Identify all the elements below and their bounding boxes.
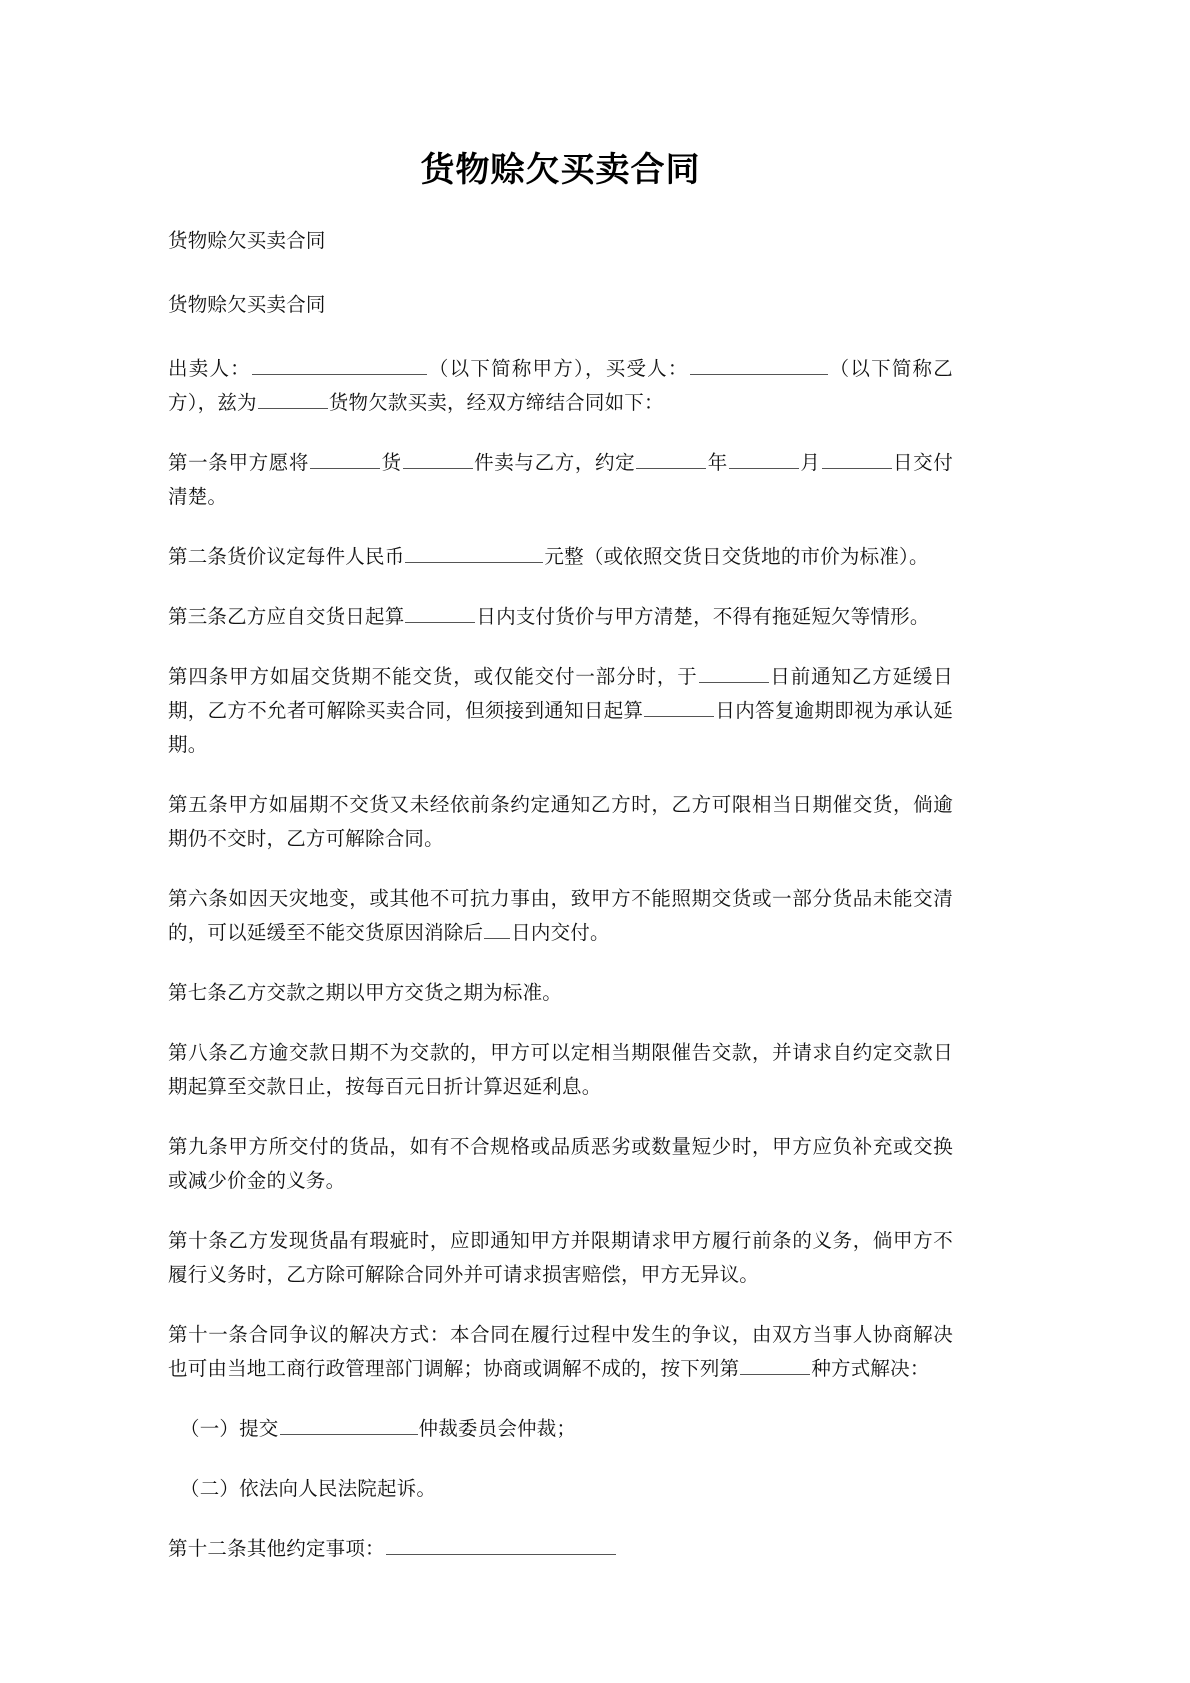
spacer [168, 1446, 953, 1472]
preamble-paragraph [168, 352, 953, 420]
article-10 [168, 1224, 953, 1292]
article-8-text: 乙方逾交款日期不为交款的，甲方可以定相当期限催告交款，并请求自约定交款日期起算至交款日止，按每百元日折计算迟延利息。 [168, 1040, 953, 1098]
article-12-text: 其他约定事项： [246, 1536, 385, 1560]
spacer [168, 950, 953, 976]
article-5-number: 第五条 [168, 792, 229, 816]
article-7-number: 第七条 [168, 980, 228, 1004]
article-7 [168, 976, 953, 1010]
spacer [168, 514, 953, 540]
article-6-number: 第六条 [168, 886, 229, 910]
arbitration-commission-blank[interactable] [280, 1414, 418, 1435]
seller-label: 出卖人： [168, 356, 251, 380]
buyer-paren: （以下简称乙方）， [168, 356, 953, 414]
article-1 [168, 446, 953, 514]
seller-name-blank[interactable] [252, 354, 427, 375]
article-1-day-blank[interactable] [822, 448, 892, 469]
article-8-number: 第八条 [168, 1040, 229, 1064]
article-11 [168, 1318, 953, 1386]
article-12-number: 第十二条 [168, 1536, 247, 1560]
option-2-text: （二）依法向人民法院起诉。 [180, 1476, 437, 1500]
article-9-number: 第九条 [168, 1134, 229, 1158]
spacer [168, 1386, 953, 1412]
article-9-text: 甲方所交付的货品，如有不合规格或品质恶劣或数量短少时，甲方应负补充或交换或减少价金的义务。 [168, 1134, 953, 1192]
spacer [168, 258, 953, 288]
heading-repeat-2: 货物赊欠买卖合同 [168, 292, 326, 316]
article-12 [168, 1532, 953, 1566]
page-title: 货物赊欠买卖合同 [420, 150, 701, 190]
article-5 [168, 788, 953, 856]
article-2-number: 第二条 [168, 544, 228, 568]
spacer [168, 200, 953, 224]
spacer [168, 856, 953, 882]
article-1-year-blank[interactable] [636, 448, 706, 469]
article-1-text-b: 货 [381, 450, 402, 474]
spacer [168, 1198, 953, 1224]
article-1-text-f: 日交付清楚。 [168, 450, 953, 508]
article-4 [168, 660, 953, 762]
article-2-text-b: 元整（或依照交货日交货地的市价为标准）。 [544, 544, 929, 568]
article-1-qty-blank[interactable] [403, 448, 473, 469]
article-11-number: 第十一条 [168, 1322, 249, 1346]
article-4-number: 第四条 [168, 664, 230, 688]
article-5-text: 甲方如届期不交货又未经依前条约定通知乙方时，乙方可限相当日期催交货，倘逾期仍不交时，乙方可解除合同。 [168, 792, 953, 850]
spacer [168, 1104, 953, 1130]
article-6-days-blank[interactable] [484, 918, 510, 939]
article-6 [168, 882, 953, 950]
article-6-text-b: 日内交付。 [511, 920, 610, 944]
article-11-option-1 [168, 1412, 953, 1446]
article-4-text-a: 甲方如届交货期不能交货，或仅能交付一部分时，于 [229, 664, 698, 688]
spacer [168, 1506, 953, 1532]
option-1-suffix: 仲裁委员会仲裁； [418, 1416, 577, 1440]
article-12-other-terms-blank[interactable] [386, 1534, 616, 1555]
article-1-text-a: 甲方愿将 [228, 450, 310, 474]
spacer [168, 1010, 953, 1036]
heading-repeat-1: 货物赊欠买卖合同 [168, 228, 326, 252]
spacer [168, 634, 953, 660]
article-4-text-c: 日内答复逾期即视为承认延期。 [168, 698, 953, 756]
document-body [168, 0, 953, 1566]
seller-paren: （以下简称甲方）， [427, 356, 606, 380]
spacer [168, 322, 953, 352]
article-6-text-a: 如因天灾地变，或其他不可抗力事由，致甲方不能照期交货或一部分货品未能交清的，可以延缓至不能交货原因消除后 [168, 886, 953, 944]
spacer [168, 1292, 953, 1318]
article-11-option-2 [168, 1472, 953, 1506]
article-4-notice-days-blank[interactable] [699, 662, 769, 683]
article-8 [168, 1036, 953, 1104]
purpose-prefix: 兹为 [217, 390, 257, 414]
article-11-method-blank[interactable] [740, 1354, 810, 1375]
article-4-text-b: 日前通知乙方延缓日期，乙方不允者可解除买卖合同，但须接到通知日起算 [168, 664, 953, 722]
article-3-number: 第三条 [168, 604, 228, 628]
article-1-text-d: 年 [707, 450, 728, 474]
article-1-text-c: 件卖与乙方，约定 [473, 450, 636, 474]
article-3 [168, 600, 953, 634]
buyer-name-blank[interactable] [690, 354, 828, 375]
article-3-days-blank[interactable] [405, 602, 475, 623]
article-3-text-b: 日内支付货价与甲方清楚，不得有拖延短欠等情形。 [476, 604, 930, 628]
spacer [168, 574, 953, 600]
article-4-reply-days-blank[interactable] [644, 696, 714, 717]
article-10-text: 乙方发现货晶有瑕疵时，应即通知甲方并限期请求甲方履行前条的义务，倘甲方不履行义务时，乙方除可解除合同外并可请求损害赔偿，甲方无异议。 [168, 1228, 953, 1286]
article-9 [168, 1130, 953, 1198]
article-1-text-e: 月 [799, 450, 821, 474]
spacer [168, 762, 953, 788]
article-2-text-a: 货价议定每件人民币 [227, 544, 405, 568]
article-1-number: 第一条 [168, 450, 229, 474]
article-11-text-b: 种方式解决： [811, 1356, 930, 1380]
article-1-goods-blank[interactable] [310, 448, 380, 469]
article-11-text-a: 合同争议的解决方式：本合同在履行过程中发生的争议，由双方当事人协商解决也可由当地工商行政管理部门调解；协商或调解不成的，按下列第 [168, 1322, 953, 1380]
article-2 [168, 540, 953, 574]
goods-kind-blank[interactable] [258, 388, 328, 409]
article-7-text: 乙方交款之期以甲方交货之期为标准。 [227, 980, 563, 1004]
spacer [168, 420, 953, 446]
article-3-text-a: 乙方应自交货日起算 [227, 604, 405, 628]
article-10-number: 第十条 [168, 1228, 229, 1252]
option-1-prefix: （一）提交 [180, 1416, 279, 1440]
purpose-suffix: 货物欠款买卖，经双方缔结合同如下： [328, 390, 664, 414]
buyer-label: 买受人： [605, 356, 689, 380]
article-1-month-blank[interactable] [729, 448, 799, 469]
article-2-price-blank[interactable] [405, 542, 543, 563]
